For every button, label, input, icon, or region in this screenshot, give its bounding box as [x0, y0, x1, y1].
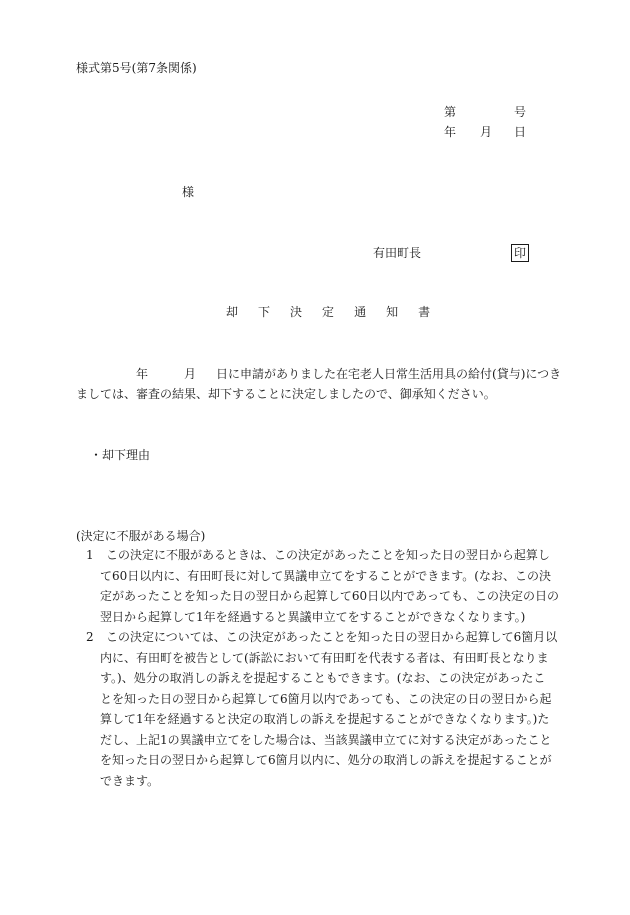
title-char: 却	[226, 305, 239, 319]
title-char: 定	[322, 305, 335, 319]
date-nen: 年	[444, 125, 457, 139]
item-text: この決定に不服があるときは、この決定があったことを知った日の翌日から起算し	[106, 548, 550, 562]
body-tsuki: 月	[184, 367, 197, 381]
title-char: 決	[290, 305, 303, 319]
addressee-suffix: 様	[182, 185, 195, 199]
objection-item-2	[86, 627, 556, 791]
seal-mark: 印	[511, 244, 529, 262]
objection-item-1-line: て60日以内に、有田町長に対して異議申立てをすることができます。(なお、この決	[100, 568, 551, 583]
form-label: 様式第5号(第7条関係)	[76, 61, 197, 75]
objection-item-2-line: だし、上記1の異議申立てをした場合は、当該異議申立てに対する決定があったこと	[100, 732, 552, 747]
item-text: この決定については、この決定があったことを知った日の翌日から起算して6箇月以	[106, 630, 558, 644]
objection-item-2-line: 算して1年を経過すると決定の取消しの訴えを提起することができなくなります。)た	[100, 712, 550, 726]
issuer-name: 有田町長	[373, 246, 422, 260]
objection-item-1-line: 翌日から起算して1年を経過すると異議申立てをすることができなくなります。)	[100, 609, 526, 624]
title-char: 知	[386, 305, 399, 319]
title-char: 下	[258, 305, 271, 319]
date-tsuki: 月	[480, 125, 493, 139]
objection-item-2-line: 内に、有田町を被告として(訴訟において有田町を代表する者は、有田町長となりま	[100, 650, 549, 665]
issuer-seal	[511, 244, 529, 262]
objection-item-1-line	[86, 545, 556, 566]
document-title	[226, 306, 430, 318]
objection-header: (決定に不服がある場合)	[76, 529, 206, 543]
rejection-reason-label: ・却下理由	[90, 448, 151, 462]
objection-item-2-line: とを知った日の翌日から起算して6箇月以内であっても、この決定の日の翌日から起	[100, 691, 552, 706]
date-hi: 日	[514, 125, 527, 139]
notice-body-line-2: ましては、審査の結果、却下することに決定しましたので、御承知ください。	[76, 387, 496, 401]
doc-number-dai: 第	[444, 105, 457, 119]
notice-body	[76, 364, 562, 404]
objection-item-1-line: 定があったことを知った日の翌日から起算して60日以内であっても、この決定の日の	[100, 589, 560, 603]
body-nen: 年	[136, 367, 149, 381]
item-number: 1	[86, 548, 94, 562]
objection-item-2-line: できます。	[100, 773, 160, 788]
objection-item-2-line: を知った日の翌日から起算して6箇月以内に、処分の取消しの訴えを提起することが	[100, 753, 552, 767]
doc-number-go: 号	[514, 105, 527, 119]
title-char: 通	[354, 305, 367, 319]
body-line1-rest: 日に申請がありました在宅老人日常生活用具の給付(貸与)につき	[216, 367, 562, 381]
objection-item-2-line: す。)、処分の取消しの訴えを提起することもできます。(なお、この決定があったこ	[100, 671, 546, 685]
objection-item-2-line	[86, 627, 556, 648]
notice-body-line-1	[76, 364, 562, 384]
item-number: 2	[86, 630, 94, 644]
objection-item-1	[86, 545, 560, 627]
title-char: 書	[418, 305, 431, 319]
